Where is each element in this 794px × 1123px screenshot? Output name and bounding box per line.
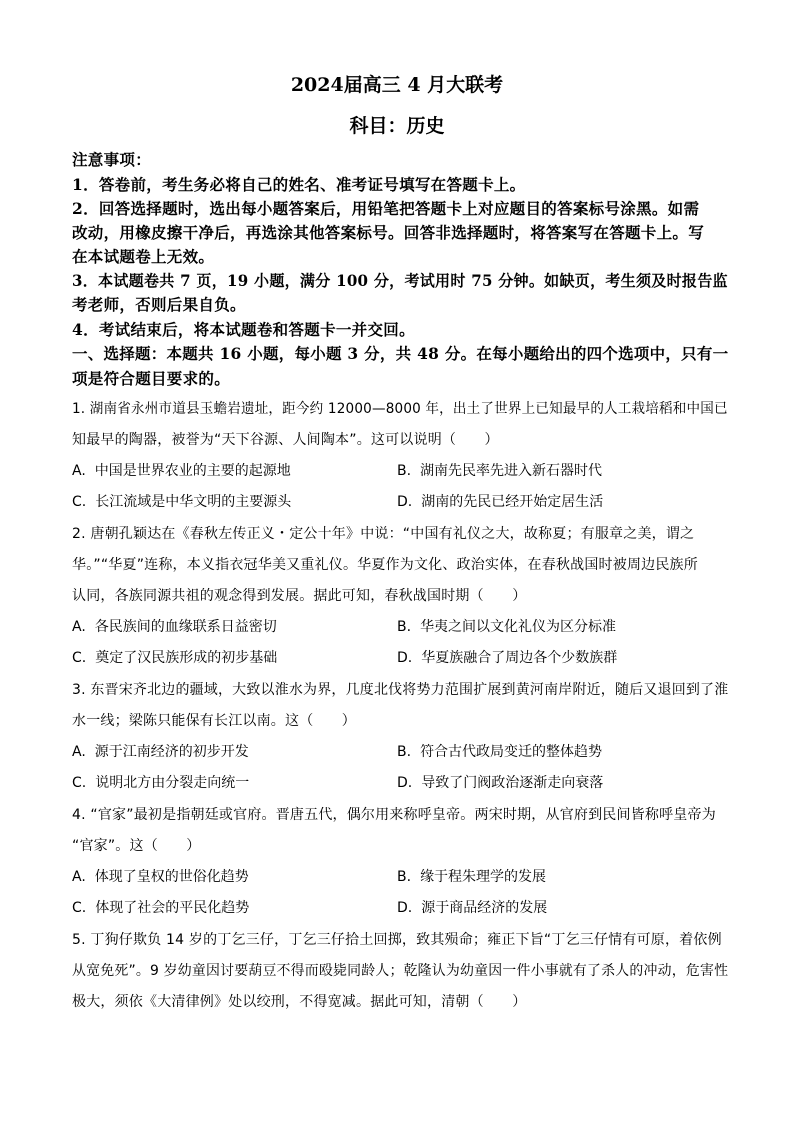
notice-line: 4．考试结束后，将本试题卷和答题卡一并交回。 <box>72 320 415 339</box>
option-letter: C. <box>72 650 87 666</box>
exam-title: 2024届高三 4 月大联考 <box>290 74 504 96</box>
option-letter: D. <box>397 650 413 666</box>
option-text: 湖南先民率先进入新石器时代 <box>420 463 603 479</box>
option-c <box>72 491 291 511</box>
question-stem: 4. “官家”最初是指朝廷或官府。晋唐五代，偶尔用来称呼皇帝。两宋时期，从官府到民间皆称呼皇帝为 <box>72 807 716 823</box>
notice-line: 在本试题卷上无效。 <box>72 247 215 266</box>
option-c <box>72 897 249 917</box>
question-stem: 3. 东晋宋齐北边的疆域，大致以淮水为界，几度北伐将势力范围扩展到黄河南岸附近，随后又退回到了淮 <box>72 682 729 698</box>
option-text: 华夏族融合了周边各个少数族群 <box>421 650 618 666</box>
option-letter: A. <box>72 744 86 760</box>
subject-title: 科目：历史 <box>349 115 445 137</box>
option-text: 中国是世界农业的主要的起源地 <box>94 463 291 479</box>
option-letter: B. <box>397 744 412 760</box>
option-d <box>397 647 617 667</box>
section-heading: 一、选择题：本题共 16 小题，每小题 3 分，共 48 分。在每小题给出的四个选项中，只有一 <box>72 344 729 363</box>
option-letter: B. <box>397 869 412 885</box>
option-text: 各民族间的血缘联系日益密切 <box>94 619 277 635</box>
option-letter: D. <box>397 775 413 791</box>
option-text: 奠定了汉民族形成的初步基础 <box>95 650 278 666</box>
option-text: 长江流域是中华文明的主要源头 <box>95 494 292 510</box>
notice-line: 改动，用橡皮擦干净后，再选涂其他答案标号。回答非选择题时，将答案写在答题卡上。写 <box>72 223 705 242</box>
question-stem: 从宽免死”。9 岁幼童因讨要葫豆不得而殴毙同龄人；乾隆认为幼童因一件小事就有了杀人的冲动，危害性 <box>72 963 729 979</box>
question-stem: 2. 唐朝孔颖达在《春秋左传正义・定公十年》中说：“中国有礼仪之大，故称夏；有服章之美，谓之 <box>72 526 695 542</box>
option-text: 体现了社会的平民化趋势 <box>95 900 250 916</box>
option-text: 体现了皇权的世俗化趋势 <box>94 869 249 885</box>
option-letter: A. <box>72 869 86 885</box>
option-b <box>397 616 616 636</box>
notice-line: 3．本试题卷共 7 页，19 小题，满分 100 分，考试用时 75 分钟。如缺页，考生须及时报告监 <box>72 271 728 290</box>
option-letter: B. <box>397 463 412 479</box>
option-c <box>72 772 249 792</box>
notice-line: 1．答卷前，考生务必将自己的姓名、准考证号填写在答题卡上。 <box>72 175 526 194</box>
question-stem: 5. 丁狗仔欺负 14 岁的丁乞三仔，丁乞三仔拾土回掷，致其殒命；雍正下旨“丁乞三仔情有可原，着依例 <box>72 932 722 948</box>
option-text: 源于商品经济的发展 <box>421 900 548 916</box>
option-d <box>397 772 603 792</box>
question-stem: “官家”。这（ ） <box>72 838 201 854</box>
option-letter: D. <box>397 494 413 510</box>
question-stem: 华。”“华夏”连称，本义指衣冠华美又重礼仪。华夏作为文化、政治实体，在春秋战国时被周边民族所 <box>72 557 698 573</box>
option-d <box>397 897 547 917</box>
option-b <box>397 460 602 480</box>
option-text: 说明北方由分裂走向统一 <box>95 775 250 791</box>
option-letter: A. <box>72 463 86 479</box>
notice-heading: 注意事项： <box>72 150 152 169</box>
option-b <box>397 866 546 886</box>
option-b <box>397 741 602 761</box>
option-text: 源于江南经济的初步开发 <box>94 744 249 760</box>
question-stem: 知最早的陶器，被誉为“天下谷源、人间陶本”。这可以说明（ ） <box>72 432 499 448</box>
notice-line: 考老师，否则后果自负。 <box>72 295 246 314</box>
option-text: 符合古代政局变迁的整体趋势 <box>420 744 603 760</box>
question-stem: 1. 湖南省永州市道县玉蟾岩遗址，距今约 12000—8000 年，出土了世界上已知最早的人工栽培稻和中国已 <box>72 401 728 417</box>
option-letter: C. <box>72 494 87 510</box>
question-stem: 认同，各族同源共祖的观念得到发展。据此可知，春秋战国时期（ ） <box>72 588 527 604</box>
option-a <box>72 741 249 761</box>
question-stem: 极大，须依《大清律例》处以绞刑，不得宽减。据此可知，清朝（ ） <box>72 994 527 1010</box>
option-letter: A. <box>72 619 86 635</box>
option-letter: B. <box>397 619 412 635</box>
option-a <box>72 616 277 636</box>
notice-line: 2．回答选择题时，选出每小题答案后，用铅笔把答题卡上对应题目的答案标号涂黑。如需 <box>72 199 700 218</box>
option-letter: C. <box>72 900 87 916</box>
option-a <box>72 460 291 480</box>
question-stem: 水一线；梁陈只能保有长江以南。这（ ） <box>72 713 356 729</box>
option-letter: D. <box>397 900 413 916</box>
option-d <box>397 491 603 511</box>
option-c <box>72 647 277 667</box>
option-text: 湖南的先民已经开始定居生活 <box>421 494 604 510</box>
option-a <box>72 866 249 886</box>
option-text: 华夷之间以文化礼仪为区分标准 <box>420 619 617 635</box>
option-letter: C. <box>72 775 87 791</box>
option-text: 导致了门阀政治逐渐走向衰落 <box>421 775 604 791</box>
section-heading: 项是符合题目要求的。 <box>72 369 231 388</box>
option-text: 缘于程朱理学的发展 <box>420 869 547 885</box>
